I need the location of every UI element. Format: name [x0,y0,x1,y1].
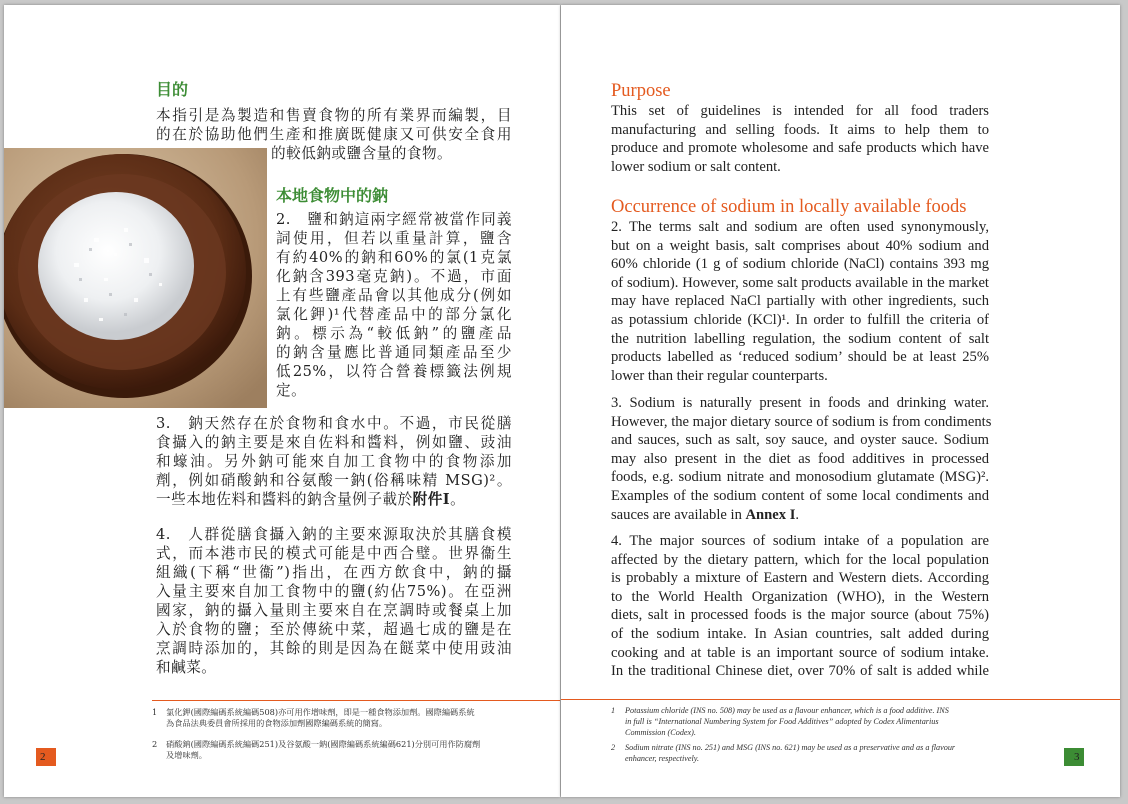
footnote-number: 2 [152,739,158,749]
en-para3-last-line [611,506,989,525]
zh-paragraph-4 [156,525,512,677]
en-footnote-rule [561,699,1120,700]
page-number-box-right [1064,748,1084,766]
zh-footnote-2 [152,739,522,761]
zh-para3-line: 食攝入的鈉主要是來自佐料和醬料，例如鹽、豉油 [156,434,512,451]
footnote-line: 及增味劑。 [166,750,207,760]
zh-purpose-heading: 目的 [156,80,189,99]
en-paragraph-3 [611,394,992,524]
footnote-number: 1 [152,707,158,717]
zh-para2-line: 2. 鹽和鈉這兩字經常被當作同義 [276,211,512,228]
en-para2-line: the nutrition labelling regulation, the sodium content of salt [611,330,989,347]
right-page [561,5,1120,797]
en-purpose-line: lower sodium or salt content. [611,158,781,175]
page-number: 2 [40,751,46,763]
en-para3-line: However, the major dietary source of sodium is from condiments [611,413,992,430]
en-annex-reference: Annex I [745,506,796,523]
salt-bowl-photo [4,148,267,408]
zh-footnote-1 [152,707,522,729]
en-para2-line: but on a weight basis, salt comprises about 40% sodium and [611,237,989,254]
en-para4-line: to the World Health Organization (WHO), in the Western [611,588,989,605]
en-para3-line: foods, e.g. sodium nitrate and monosodium glutamate (MSG)². [611,469,989,486]
zh-para2-line: 化鈉含393毫克鈉)。不過，市面 [276,268,512,285]
zh-para2-line: 上有些鹽產品會以其他成分(例如 [276,287,512,304]
zh-para4-line: 式，而本港市民的模式可能是中西合璧。世界衞生 [156,545,512,562]
footnote-number: 2 [611,743,616,752]
zh-para3-last-punct: 。 [450,491,466,508]
zh-para4-line: 入於食物的鹽；至於傳統中菜，超過七成的鹽是在 [156,621,512,638]
zh-para4-line: 和鹹菜。 [156,659,217,676]
zh-paragraph-2 [276,210,512,400]
en-purpose-line: This set of guidelines is intended for all food traders [611,103,989,119]
zh-purpose-line: 的在於協助他們生產和推廣既健康又可供安全食用 [156,126,512,143]
zh-purpose-line: 的較低鈉或鹽含量的食物。 [271,145,453,162]
zh-para2-line: 定。 [276,382,307,399]
zh-paragraph-3 [156,414,512,509]
en-para3-line: 3. Sodium is naturally present in foods and drinking water. [611,395,989,411]
zh-para4-line: 國家，鈉的攝入量則主要來自在烹調時或餐桌上加 [156,602,512,619]
footnote-line: 硝酸鈉(國際編碼系統編碼251)及谷氨酸一鈉(國際編碼系統編碼621)分別可用作防腐劑 [166,739,481,749]
zh-para3-line: 劑，例如硝酸鈉和谷氨酸一鈉(俗稱味精 MSG)²。 [156,472,512,489]
zh-para3-line: 和蠔油。另外鈉可能來自加工食物中的食物添加 [156,453,512,470]
en-para3-line: and sauces, such as salt, soy sauce, and oyster sauce. Sodium [611,432,989,449]
zh-para2-line: 氯化鉀)¹代替產品中的部分氯化 [276,306,512,323]
en-para4-line: of the sodium intake. In Asian countries, salt added during [611,625,989,642]
en-para4-line: affected by the dietary pattern, which for the local population [611,551,989,568]
zh-para4-line: 4. 人群從膳食攝入鈉的主要來源取決於其膳食模 [156,526,512,543]
footnote-line: Potassium chloride (INS no. 508) may be used as a flavour enhancer, which is a food additive. INS [625,706,949,715]
zh-para4-line: 烹調時添加的，其餘的則是因為在餸菜中使用豉油 [156,640,512,657]
en-sodium-heading: Occurrence of sodium in locally available foods [611,197,967,217]
footnote-line: Commission (Codex). [625,728,696,737]
en-purpose-paragraph [611,102,989,176]
zh-para3-line: 3. 鈉天然存在於食物和食水中。不過，市民從膳 [156,415,512,432]
en-footnote-1 [611,705,1011,738]
zh-purpose-line: 本指引是為製造和售賣食物的所有業界而編製，目 [156,107,512,124]
footnote-line: in full is “International Numbering System for Food Additives” adopted by Codex Alimentarius [625,717,939,726]
zh-para4-line: 組織(下稱“世衞”)指出，在西方飲食中，鈉的攝 [156,564,512,581]
en-para3-line: Examples of the sodium content of some local condiments and [611,487,989,504]
en-para2-line: may have replaced NaCl partially with other ingredients, such [611,293,989,310]
zh-footnote-rule [152,700,560,701]
en-para4-line: diets, salt in processed foods is the major source (about 75%) [611,607,989,624]
zh-para2-line: 低25%，以符合營養標籤法例規 [276,363,512,380]
en-para2-line: products labelled as ‘reduced sodium’ should be at least 25% [611,349,989,366]
en-para2-line: lower than their regular counterparts. [611,367,828,384]
footnote-line: 氯化鉀(國際編碼系統編碼508)亦可用作增味劑，即是一種食物添加劑。國際編碼系統 [166,707,475,717]
en-para2-line: of sodium). However, some salt products available in the market [611,274,989,291]
zh-sodium-heading: 本地食物中的鈉 [276,186,389,205]
zh-para2-line: 詞使用，但若以重量計算，鹽含 [276,230,512,247]
en-purpose-line: manufacturing and selling foods. It aims to help them to [611,121,989,138]
zh-para2-line: 的鈉含量應比普通同類產品至少 [276,344,512,361]
en-paragraph-2 [611,218,989,385]
en-purpose-line: produce and promote wholesome and safe products which have [611,140,989,157]
footnote-line: 為食品法典委員會所採用的食物添加劑國際編碼系統的簡寫。 [166,718,388,728]
en-para3-last-punct: . [795,506,800,523]
zh-para2-line: 有約40%的鈉和60%的氯(1克氯 [276,249,512,266]
zh-para2-line: 鈉。標示為“較低鈉”的鹽產品 [276,325,512,342]
left-page [4,5,560,797]
en-paragraph-4 [611,532,989,681]
en-para3-line: may also present in the diet as food additives in processed [611,450,989,467]
page-number: 3 [1074,751,1080,763]
zh-para3-last-text: 一些本地佐料和醬料的鈉含量例子載於 [156,491,413,508]
en-purpose-heading: Purpose [611,81,671,101]
en-para2-line: 2. The terms salt and sodium are often used synonymously, [611,219,989,235]
footnote-line: Sodium nitrate (INS no. 251) and MSG (INS no. 621) may be used as a preservative and as a flavour [625,743,956,752]
zh-annex-reference: 附件I [412,491,451,508]
salt-bowl-illustration [4,148,267,408]
en-para4-line: In the traditional Chinese diet, over 70% of salt is added while [611,663,989,680]
en-para2-line: as potassium chloride (KCl)¹. In order to fulfill the criteria of [611,311,989,328]
en-footnote-2 [611,742,1011,764]
en-para2-line: 60% chloride (1 g of sodium chloride (NaCl) contains 393 mg [611,256,989,273]
en-para3-last-text: sauces are available in [611,506,746,523]
footnote-line: enhancer, respectively. [625,754,700,763]
page-number-box-left [36,748,56,766]
zh-para4-line: 入量主要來自加工食物中的鹽(約佔75%)。在亞洲 [156,583,512,600]
en-para4-line: 4. The major sources of sodium intake of a population are [611,533,989,549]
zh-para3-last-line [156,490,512,509]
en-para4-line: cooking and at table is an important source of sodium intake. [611,644,989,661]
salt-pile [38,192,194,340]
en-para4-line: is probably a mixture of Eastern and Western diets. According [611,570,989,587]
footnote-number: 1 [611,706,616,715]
